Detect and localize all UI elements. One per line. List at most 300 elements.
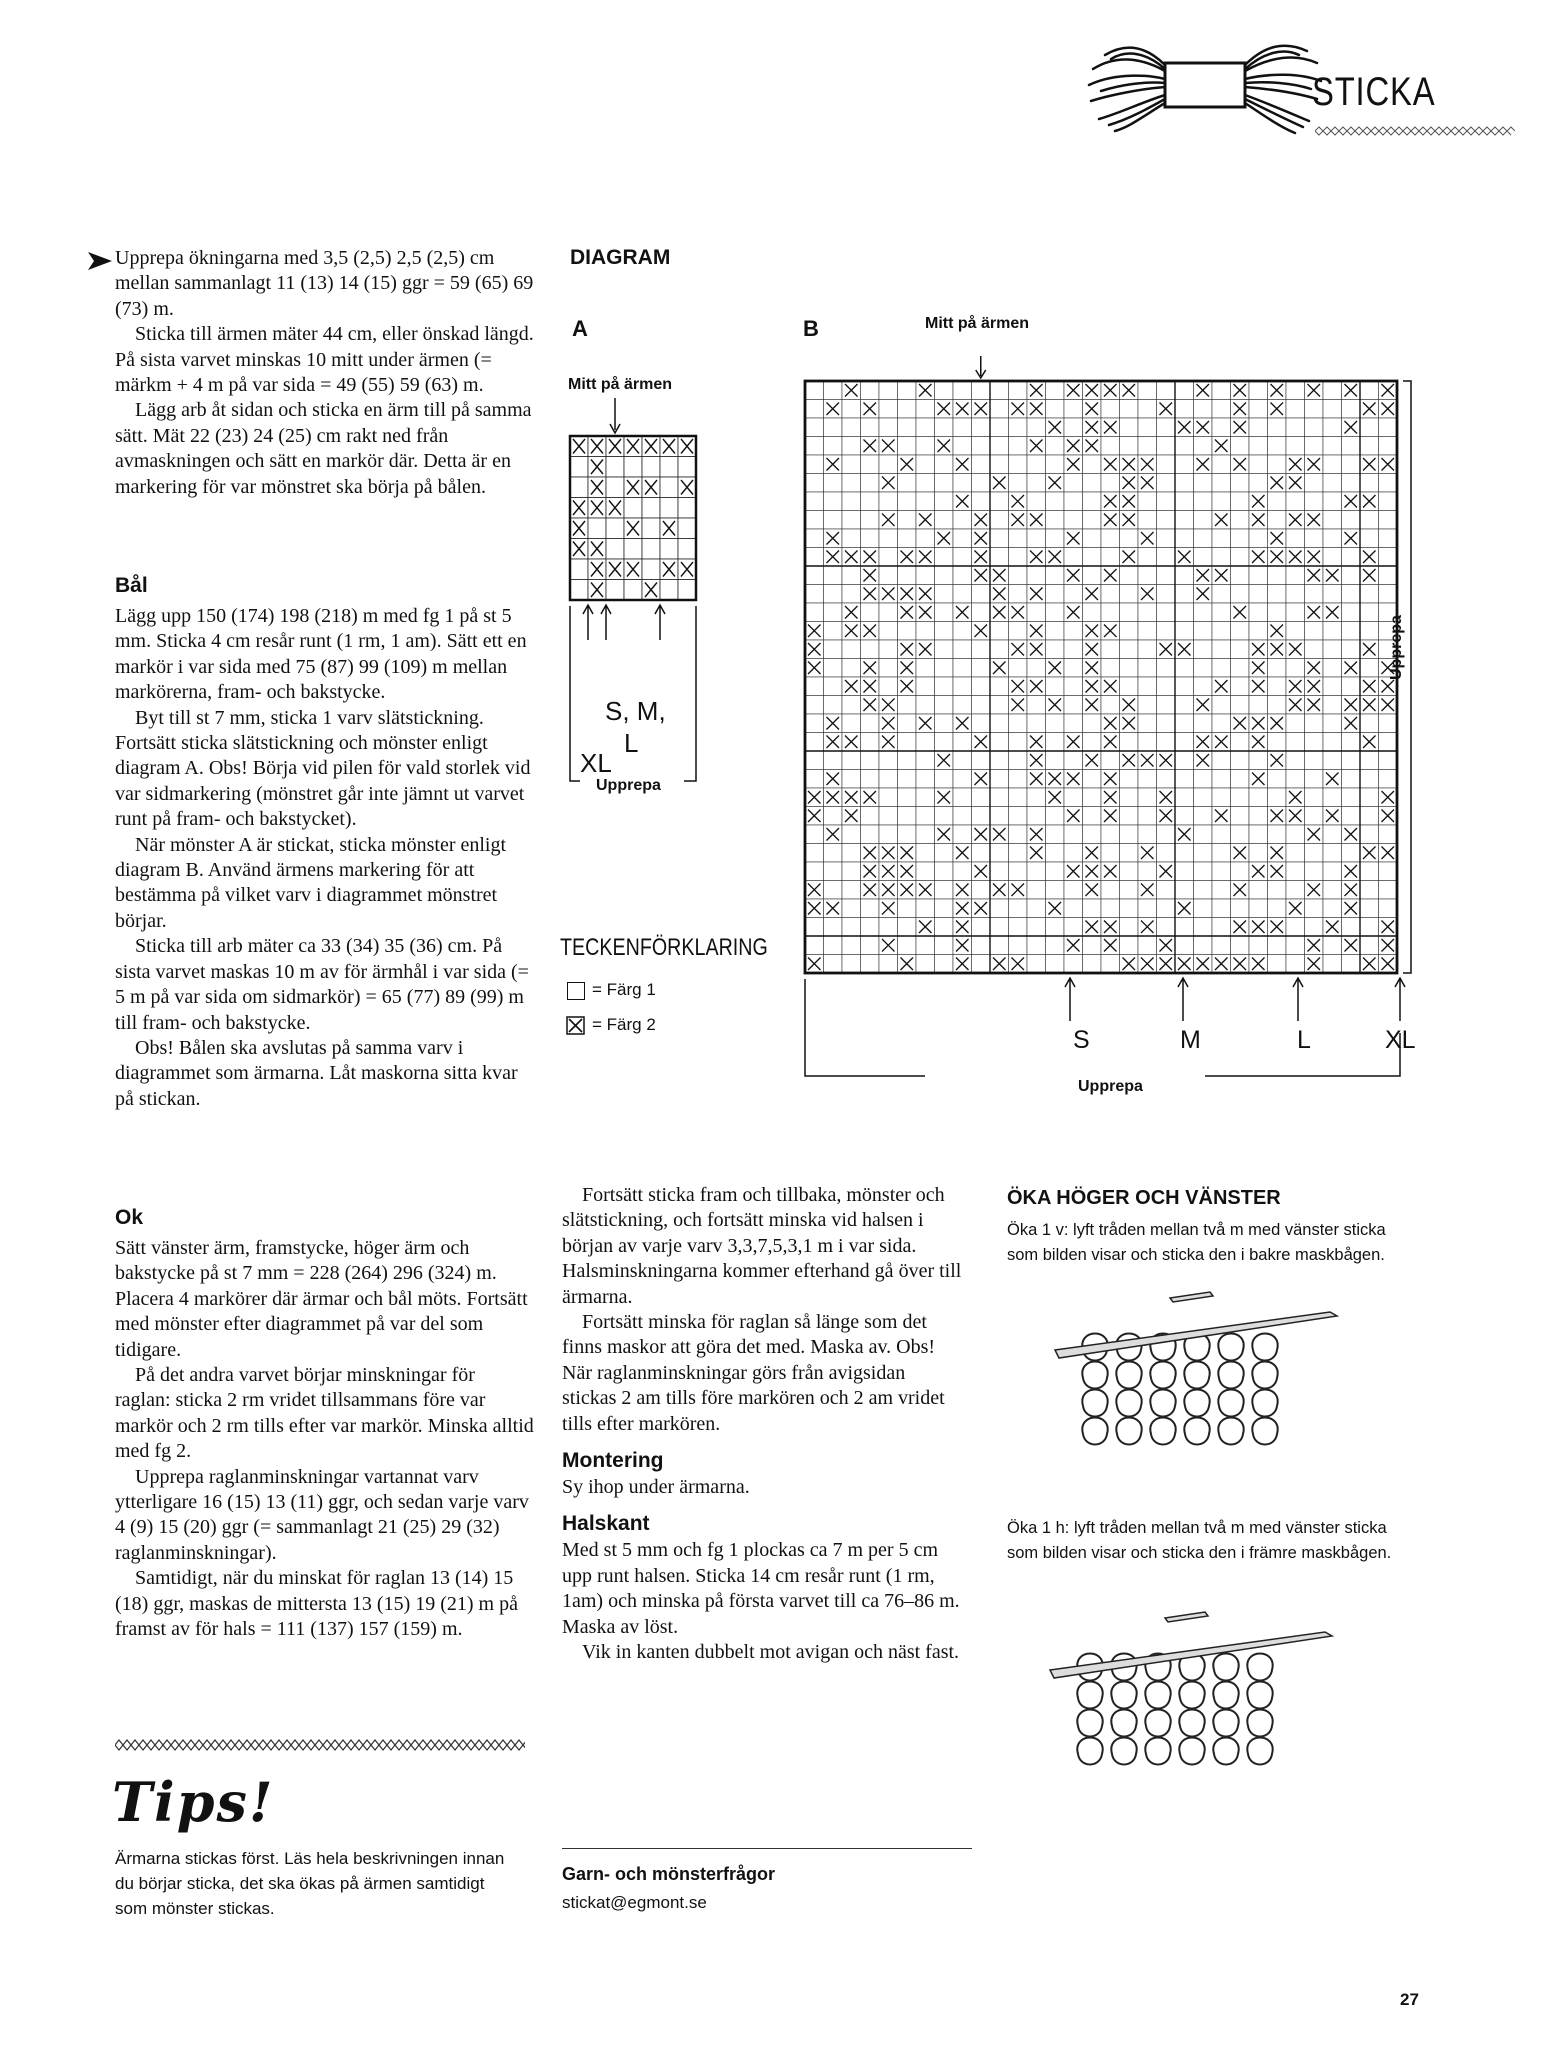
chart-cell	[1231, 696, 1250, 715]
chart-cell	[990, 899, 1009, 918]
chart-cell	[861, 770, 880, 789]
chart-cell	[1083, 529, 1102, 548]
chart-cell	[1009, 548, 1028, 567]
chart-cell	[1157, 899, 1176, 918]
chart-cell	[861, 733, 880, 752]
chart-cell	[990, 640, 1009, 659]
chart-cell	[1101, 400, 1120, 419]
chart-cell	[879, 455, 898, 474]
chart-cell	[1286, 955, 1305, 974]
chart-cell	[972, 659, 991, 678]
chart-cell	[805, 603, 824, 622]
chart-cell	[990, 492, 1009, 511]
chart-cell	[642, 498, 660, 519]
chart-cell	[1083, 511, 1102, 530]
chart-cell	[1046, 566, 1065, 585]
chart-cell	[1027, 714, 1046, 733]
chart-cell	[935, 714, 954, 733]
chart-cell	[824, 807, 843, 826]
size-m: M	[1180, 1026, 1201, 1054]
paragraph: Lägg upp 150 (174) 198 (218) m med fg 1 på st 5 mm. Sticka 4 cm resår runt (1 rm, 1 am). Sätt ett en markör i var sida med 75 (87) 99 (109) m mellan markörerna, fram- och bakstycke.	[115, 605, 527, 704]
chart-cell	[1305, 437, 1324, 456]
chart-cell	[1231, 566, 1250, 585]
chart-cell	[1286, 566, 1305, 585]
chart-cell	[1379, 492, 1398, 511]
chart-cell	[898, 807, 917, 826]
chart-cell	[1083, 788, 1102, 807]
chart-cell	[1046, 825, 1065, 844]
chart-cell	[1027, 603, 1046, 622]
chart-cell	[1046, 603, 1065, 622]
chart-cell	[1323, 492, 1342, 511]
chart-cell	[1083, 825, 1102, 844]
chart-cell	[1305, 714, 1324, 733]
chart-cell	[916, 696, 935, 715]
chart-cell	[824, 585, 843, 604]
chart-cell	[953, 677, 972, 696]
chart-cell	[935, 418, 954, 437]
chart-cell	[842, 862, 861, 881]
chart-cell	[824, 862, 843, 881]
chart-cell	[1083, 566, 1102, 585]
chart-cell	[1212, 418, 1231, 437]
chart-cell	[1323, 455, 1342, 474]
chart-cell	[805, 696, 824, 715]
chart-cell	[898, 936, 917, 955]
chart-cell	[1286, 751, 1305, 770]
chart-cell	[898, 622, 917, 641]
mitt-label-b: Mitt på ärmen	[925, 315, 1030, 332]
chart-cell	[1305, 474, 1324, 493]
chart-cell	[1305, 807, 1324, 826]
chart-cell	[916, 844, 935, 863]
chart-cell	[1009, 770, 1028, 789]
chart-cell	[1379, 751, 1398, 770]
chart-cell	[824, 492, 843, 511]
chart-cell	[824, 696, 843, 715]
chart-cell	[1249, 474, 1268, 493]
chart-cell	[1138, 825, 1157, 844]
chart-cell	[1138, 936, 1157, 955]
chart-cell	[1027, 696, 1046, 715]
chart-cell	[953, 862, 972, 881]
chart-cell	[879, 807, 898, 826]
chart-cell	[1120, 881, 1139, 900]
chart-cell	[1120, 844, 1139, 863]
chart-cell	[1175, 511, 1194, 530]
chart-cell	[1360, 936, 1379, 955]
chart-cell	[916, 751, 935, 770]
chart-cell	[861, 807, 880, 826]
chart-cell	[1046, 492, 1065, 511]
chart-cell	[805, 844, 824, 863]
chart-cell	[1249, 936, 1268, 955]
chart-cell	[935, 918, 954, 937]
chart-cell	[1286, 844, 1305, 863]
chart-cell	[842, 955, 861, 974]
paragraph: När mönster A är stickat, sticka mönster enligt diagram B. Använd ärmens markering för att bestämma på vilket varv i diagrammet mönstret börjar.	[115, 833, 507, 932]
zigzag-rule	[1315, 126, 1515, 136]
chart-cell	[1157, 696, 1176, 715]
chart-cell	[1323, 585, 1342, 604]
chart-cell	[1009, 807, 1028, 826]
chart-cell	[1305, 788, 1324, 807]
chart-cell	[1009, 788, 1028, 807]
chart-cell	[1212, 585, 1231, 604]
chart-cell	[1009, 566, 1028, 585]
chart-cell	[1138, 659, 1157, 678]
chart-cell	[1009, 899, 1028, 918]
chart-cell	[1268, 677, 1287, 696]
upprepa-b-bottom: Upprepa	[1078, 1078, 1143, 1095]
chart-cell	[1360, 529, 1379, 548]
section-bal	[115, 572, 535, 1112]
chart-cell	[1268, 825, 1287, 844]
chart-cell	[879, 751, 898, 770]
chart-cell	[935, 881, 954, 900]
chart-cell	[1323, 659, 1342, 678]
chart-cell	[642, 559, 660, 580]
col3-heading: ÖKA HÖGER OCH VÄNSTER	[1007, 1187, 1281, 1209]
chart-cell	[1175, 603, 1194, 622]
chart-cell	[1249, 751, 1268, 770]
chart-cell	[1046, 381, 1065, 400]
chart-cell	[1286, 381, 1305, 400]
chart-cell	[1323, 529, 1342, 548]
chart-cell	[1194, 474, 1213, 493]
chart-cell	[1342, 788, 1361, 807]
chart-cell	[1249, 622, 1268, 641]
chart-cell	[1083, 492, 1102, 511]
chart-cell	[1101, 844, 1120, 863]
chart-cell	[1305, 918, 1324, 937]
legend-swatch-1	[567, 982, 585, 1000]
size-l: L	[1297, 1026, 1311, 1054]
chart-cell	[879, 825, 898, 844]
chart-cell	[1342, 807, 1361, 826]
chart-cell	[1175, 381, 1194, 400]
chart-cell	[1064, 511, 1083, 530]
chart-cell	[916, 825, 935, 844]
chart-cell	[1323, 418, 1342, 437]
chart-cell	[990, 418, 1009, 437]
chart-cell	[861, 511, 880, 530]
chart-cell	[660, 477, 678, 498]
chart-cell	[1009, 751, 1028, 770]
heading-ok: Ok	[115, 1206, 144, 1229]
chart-cell	[1064, 918, 1083, 937]
chart-cell	[805, 437, 824, 456]
chart-cell	[1101, 881, 1120, 900]
chart-cell	[879, 788, 898, 807]
chart-cell	[861, 455, 880, 474]
size-label-sml: S, M,	[605, 696, 666, 726]
paragraph: Fortsätt minska för raglan så länge som det finns maskor att göra det med. Maska av. Obs! När raglanminskningar görs från avigsidan stickas 2 am tills före markören och 2 am vridet tills efter markören.	[562, 1311, 945, 1435]
chart-cell	[1175, 918, 1194, 937]
chart-cell	[1157, 918, 1176, 937]
chart-cell	[1120, 640, 1139, 659]
contact-heading: Garn- och mönsterfrågor	[562, 1864, 776, 1884]
chart-cell	[1323, 825, 1342, 844]
chart-cell	[678, 580, 696, 601]
chart-cell	[953, 474, 972, 493]
chart-cell	[1212, 474, 1231, 493]
chart-cell	[1175, 474, 1194, 493]
chart-cell	[1360, 381, 1379, 400]
chart-cell	[606, 580, 624, 601]
chart-cell	[1286, 825, 1305, 844]
chart-cell	[916, 418, 935, 437]
chart-cell	[972, 881, 991, 900]
chart-cell	[972, 807, 991, 826]
chart-cell	[1009, 918, 1028, 937]
chart-cell	[972, 381, 991, 400]
chart-cell	[1157, 770, 1176, 789]
chart-cell	[1027, 529, 1046, 548]
chart-cell	[1064, 881, 1083, 900]
chart-cell	[1194, 659, 1213, 678]
chart-cell	[990, 548, 1009, 567]
chart-cell	[1379, 770, 1398, 789]
chart-cell	[1323, 511, 1342, 530]
chart-cell	[1175, 659, 1194, 678]
chart-cell	[1323, 437, 1342, 456]
chart-cell	[1323, 788, 1342, 807]
chart-cell	[1212, 622, 1231, 641]
chart-cell	[1046, 585, 1065, 604]
chart-cell	[1231, 640, 1250, 659]
chart-cell	[879, 548, 898, 567]
chart-cell	[916, 492, 935, 511]
chart-cell	[805, 585, 824, 604]
chart-cell	[1249, 696, 1268, 715]
chart-cell	[1360, 825, 1379, 844]
chart-cell	[1249, 807, 1268, 826]
chart-cell	[805, 418, 824, 437]
chart-cell	[1064, 714, 1083, 733]
chart-cell	[1064, 955, 1083, 974]
chart-cell	[879, 640, 898, 659]
chart-cell	[1360, 807, 1379, 826]
chart-cell	[824, 381, 843, 400]
chart-cell	[1212, 455, 1231, 474]
chart-cell	[805, 770, 824, 789]
chart-cell	[935, 381, 954, 400]
chart-cell	[1157, 677, 1176, 696]
chart-cell	[1379, 881, 1398, 900]
chart-cell	[1323, 899, 1342, 918]
chart-cell	[1305, 492, 1324, 511]
chart-cell	[1138, 622, 1157, 641]
chart-cell	[972, 844, 991, 863]
chart-cell	[1009, 733, 1028, 752]
chart-cell	[1083, 474, 1102, 493]
chart-cell	[1268, 696, 1287, 715]
chart-cell	[642, 457, 660, 478]
chart-cell	[842, 474, 861, 493]
chart-cell	[1120, 603, 1139, 622]
chart-cell	[972, 677, 991, 696]
chart-cell	[935, 807, 954, 826]
chart-cell	[1268, 659, 1287, 678]
chart-cell	[1194, 862, 1213, 881]
chart-cell	[1342, 603, 1361, 622]
chart-cell	[935, 844, 954, 863]
chart-cell	[1157, 733, 1176, 752]
chart-cell	[1138, 492, 1157, 511]
chart-cell	[842, 437, 861, 456]
chart-cell	[879, 529, 898, 548]
chart-cell	[935, 677, 954, 696]
chart-cell	[861, 825, 880, 844]
chart-cell	[1064, 825, 1083, 844]
chart-cell	[1157, 418, 1176, 437]
chart-cell	[916, 936, 935, 955]
chart-cell	[1120, 936, 1139, 955]
chart-cell	[824, 677, 843, 696]
chart-cell	[1194, 770, 1213, 789]
paragraph: Obs! Bålen ska avslutas på samma varv i diagrammet som ärmarna. Låt maskorna sitta kvar på stickan.	[115, 1036, 518, 1110]
chart-cell	[1009, 659, 1028, 678]
chart-cell	[879, 381, 898, 400]
contact-email[interactable]: stickat@egmont.se	[562, 1893, 707, 1912]
chart-cell	[805, 677, 824, 696]
chart-cell	[953, 418, 972, 437]
chart-cell	[879, 492, 898, 511]
heading-halskant: Halskant	[562, 1512, 650, 1536]
chart-cell	[916, 622, 935, 641]
chart-cell	[935, 511, 954, 530]
chart-cell	[861, 936, 880, 955]
chart-cell	[935, 955, 954, 974]
chart-cell	[1157, 844, 1176, 863]
chart-cell	[953, 751, 972, 770]
chart-cell	[1009, 455, 1028, 474]
chart-cell	[1323, 955, 1342, 974]
chart-cell	[972, 603, 991, 622]
chart-cell	[1101, 696, 1120, 715]
size-xl: XL	[1385, 1026, 1416, 1054]
chart-cell	[1009, 936, 1028, 955]
chart-cell	[972, 751, 991, 770]
chart-cell	[1138, 733, 1157, 752]
chart-cell	[824, 622, 843, 641]
chart-cell	[1212, 862, 1231, 881]
chart-cell	[1120, 659, 1139, 678]
chart-cell	[1083, 603, 1102, 622]
chart-cell	[1268, 455, 1287, 474]
chart-cell	[842, 881, 861, 900]
chart-cell	[1249, 437, 1268, 456]
chart-cell	[1286, 585, 1305, 604]
chart-cell	[935, 492, 954, 511]
chart-cell	[1120, 807, 1139, 826]
chart-cell	[1249, 881, 1268, 900]
chart-cell	[1305, 862, 1324, 881]
paragraph: Sätt vänster ärm, framstycke, höger ärm och bakstycke på st 7 mm = 228 (264) 296 (324) m. Placera 4 markörer där ärmar och bål möts. Fortsätt med mönster efter diagrammet på var del som tidigare.	[115, 1237, 528, 1361]
chart-cell	[606, 539, 624, 560]
chart-cell	[1249, 418, 1268, 437]
legend-title: TECKENFÖRKLARING	[560, 934, 768, 961]
chart-cell	[1064, 640, 1083, 659]
chart-cell	[1046, 511, 1065, 530]
chart-cell	[1249, 844, 1268, 863]
chart-cell	[1027, 418, 1046, 437]
chart-cell	[1101, 640, 1120, 659]
chart-cell	[898, 788, 917, 807]
chart-cell	[805, 400, 824, 419]
chart-cell	[1268, 899, 1287, 918]
chart-cell	[935, 474, 954, 493]
chart-cell	[824, 918, 843, 937]
chart-cell	[1009, 437, 1028, 456]
chart-cell	[1268, 511, 1287, 530]
chart-cell	[1064, 548, 1083, 567]
chart-cell	[1175, 622, 1194, 641]
chart-cell	[824, 936, 843, 955]
chart-cell	[1323, 733, 1342, 752]
chart-cell	[1101, 585, 1120, 604]
chart-cell	[805, 936, 824, 955]
chart-cell	[861, 640, 880, 659]
chart-cell	[861, 529, 880, 548]
chart-cell	[935, 899, 954, 918]
chart-cell	[990, 770, 1009, 789]
chart-cell	[1064, 622, 1083, 641]
chart-cell	[1009, 585, 1028, 604]
chart-cell	[953, 696, 972, 715]
chart-cell	[1249, 825, 1268, 844]
chart-cell	[1231, 622, 1250, 641]
chart-cell	[1046, 622, 1065, 641]
chart-cell	[1120, 788, 1139, 807]
chart-cell	[842, 418, 861, 437]
chart-cell	[1212, 640, 1231, 659]
chart-cell	[990, 807, 1009, 826]
chart-cell	[861, 381, 880, 400]
chart-cell	[1268, 492, 1287, 511]
chart-cell	[1194, 899, 1213, 918]
chart-cell	[861, 918, 880, 937]
chart-cell	[879, 418, 898, 437]
chart-cell	[972, 936, 991, 955]
chart-cell	[1231, 770, 1250, 789]
chart-cell	[1175, 844, 1194, 863]
tips-text: Ärmarna stickas först. Läs hela beskrivningen innan du börjar sticka, det ska ökas på ärmen samtidigt som mönster stickas.	[115, 1849, 505, 1918]
paragraph: Fortsätt sticka fram och tillbaka, mönster och slätstickning, och fortsätt minska vid halsen i början av varje varv 3,3,7,5,3,1 m i var sida. Halsminskningarna kommer efterhand gå över till ärmarna.	[562, 1184, 962, 1308]
chart-cell	[1360, 511, 1379, 530]
chart-cell	[935, 659, 954, 678]
chart-cell	[1212, 548, 1231, 567]
chart-cell	[916, 455, 935, 474]
chart-cell	[916, 566, 935, 585]
chart-cell	[805, 492, 824, 511]
chart-cell	[953, 733, 972, 752]
chart-cell	[1083, 714, 1102, 733]
chart-cell	[1231, 677, 1250, 696]
chart-cell	[1360, 751, 1379, 770]
chart-cell	[1212, 492, 1231, 511]
chart-cell	[1138, 807, 1157, 826]
chart-cell	[1101, 751, 1120, 770]
diagram-b-label: B	[803, 316, 819, 341]
chart-cell	[1194, 788, 1213, 807]
chart-cell	[1138, 899, 1157, 918]
chart-cell	[916, 899, 935, 918]
chart-cell	[898, 529, 917, 548]
chart-cell	[879, 955, 898, 974]
chart-cell	[1194, 714, 1213, 733]
